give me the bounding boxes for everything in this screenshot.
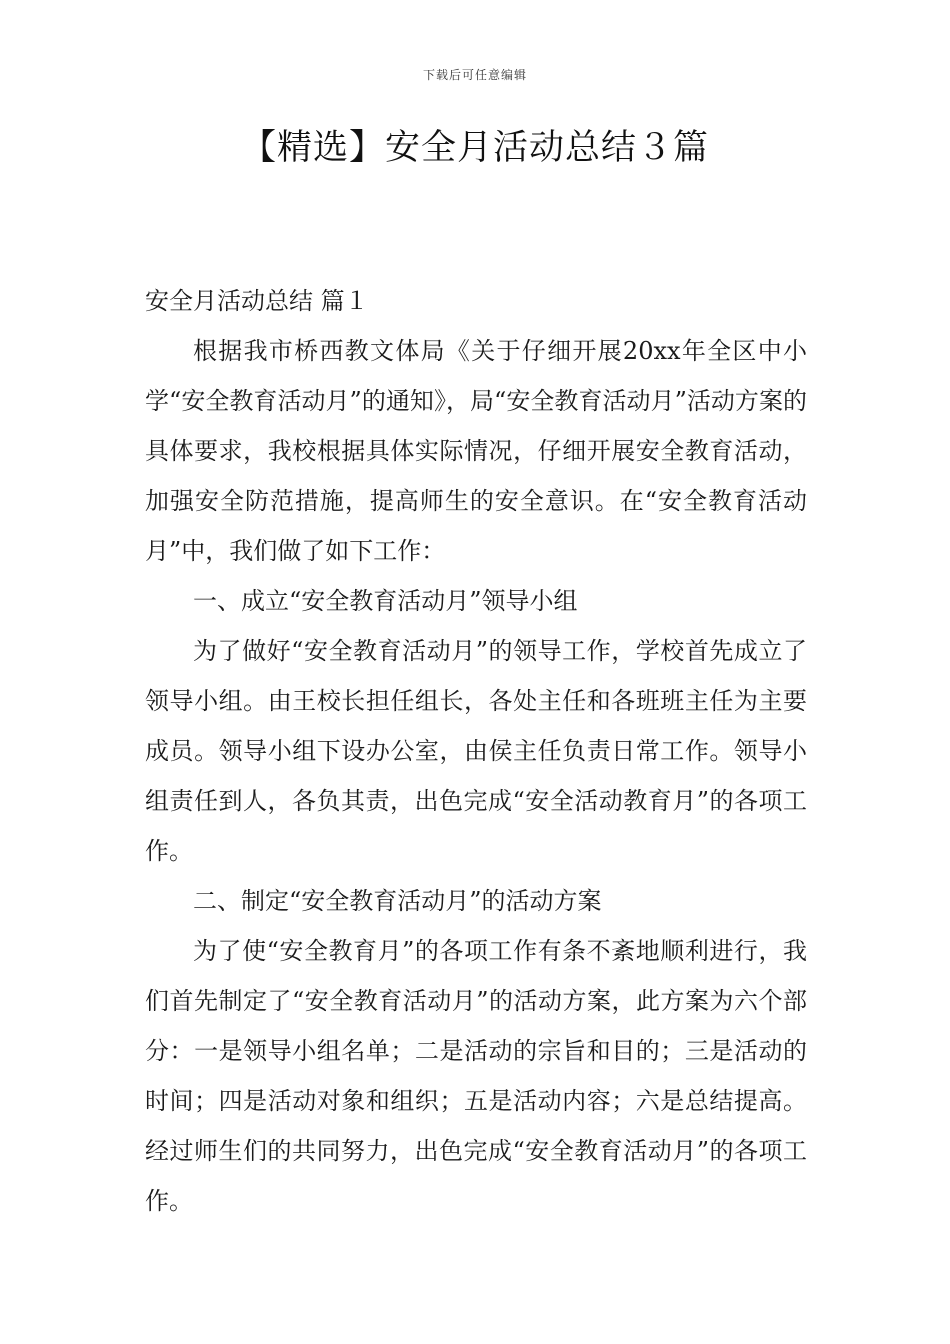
header-note: 下载后可任意编辑 (422, 68, 527, 82)
paragraph-activity-plan: 为了使“安全教育月”的各项工作有条不紊地顺利进行，我们首先制定了“安全教育活动月”的活动方案，此方案为六个部分：一是领导小组名单；二是活动的宗旨和目的；三是活动的时间；四是活动对象和组织；五是活动内容；六是总结提高。经过师生们的共同努力，出色完成“安全教育活动月”的各项工作。 (145, 937, 807, 1215)
paragraph-leadership-group: 为了做好“安全教育活动月”的领导工作，学校首先成立了领导小组。由王校长担任组长，各处主任和各班班主任为主要成员。领导小组下设办公室，由侯主任负责日常工作。领导小组责任到人，各负其责，出色完成“安全活动教育月”的各项工作。 (145, 637, 807, 865)
heading-leadership-group: 一、成立“安全教育活动月”领导小组 (193, 587, 578, 615)
paragraph-intro: 根据我市桥西教文体局《关于仔细开展20xx年全区中小学“安全教育活动月”的通知》，局“安全教育活动月”活动方案的具体要求，我校根据具体实际情况，仔细开展安全教育活动，加强安全防范措施，提高师生的安全意识。在“安全教育活动月”中，我们做了如下工作： (145, 337, 807, 565)
section-label: 安全月活动总结 篇１ (145, 287, 369, 315)
document-body (145, 276, 807, 1226)
heading-activity-plan: 二、制定“安全教育活动月”的活动方案 (193, 887, 602, 915)
document-title: 【精选】安全月活动总结３篇 (240, 128, 709, 168)
